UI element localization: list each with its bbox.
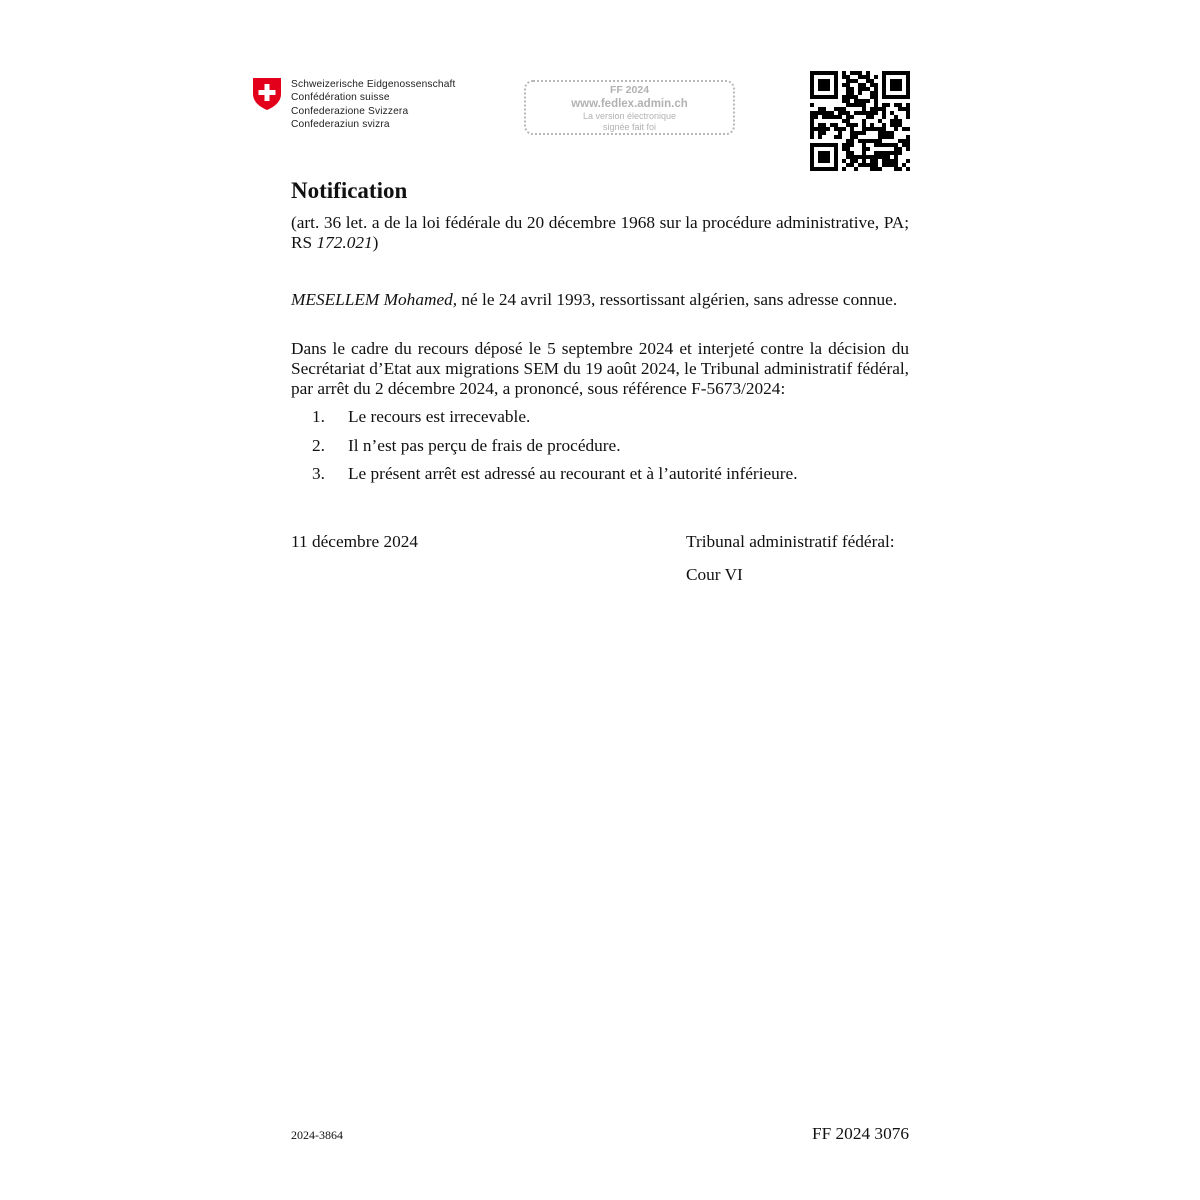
electronic-signature-stamp [524, 80, 735, 135]
list-item-number: 3. [312, 464, 325, 484]
swiss-cross-shield-icon [252, 77, 282, 111]
list-item [291, 436, 909, 465]
list-item-text: Il n’est pas perçu de frais de procédure. [348, 435, 621, 455]
legal-basis-close: ) [372, 233, 379, 252]
notification-date: 11 décembre 2024 [291, 532, 419, 551]
list-item-text: Le présent arrêt est adressé au recourant et à l’autorité inférieure. [348, 464, 798, 484]
confederation-name-block [291, 78, 456, 131]
legal-basis [291, 213, 909, 253]
signature-court: Cour VI [686, 565, 743, 584]
addressee-paragraph [291, 290, 909, 310]
list-item [291, 464, 909, 493]
confederation-name-it: Confederazione Svizzera [291, 105, 409, 117]
signature-authority: Tribunal administratif fédéral: [686, 532, 895, 551]
list-item-number: 1. [312, 407, 325, 426]
addressee-name: MESELLEM Mohamed, [291, 290, 458, 309]
qr-modules [810, 71, 910, 171]
confederation-name-rm: Confederaziun svizra [291, 118, 390, 130]
ruling-list [291, 407, 909, 493]
list-item [291, 407, 909, 436]
list-item-number: 2. [312, 435, 325, 455]
confederation-name-de: Schweizerische Eidgenossenschaft [291, 79, 456, 90]
footer-reference: FF 2024 3076 [812, 1124, 909, 1143]
confederation-name-fr: Confédération suisse [291, 92, 390, 104]
document-title: Notification [291, 178, 408, 203]
legal-basis-rs-number: 172.021 [316, 233, 373, 252]
stamp-note-line1: La version électronique [582, 111, 677, 121]
ruling-paragraph: Dans le cadre du recours déposé le 5 septembre 2024 et interjeté contre la décision du Secrétariat d’Etat aux migrations SEM du 19 août 2024, le Tribunal administratif fédéral, par arrêt du 2 décembre 2024, a prononcé, sous référence F-5673/2024: [291, 339, 909, 398]
legal-basis-text: (art. 36 let. a de la loi fédérale du 20 décembre 1968 sur la procédure administrative, PA; RS [291, 213, 909, 252]
qr-code-icon [810, 71, 910, 171]
stamp-website: www.fedlex.admin.ch [571, 98, 688, 110]
stamp-publication: FF 2024 [609, 84, 650, 96]
footer-document-id: 2024-3864 [291, 1128, 343, 1142]
addressee-details: né le 24 avril 1993, ressortissant algérien, sans adresse connue. [457, 290, 898, 309]
stamp-note-line2: signée fait foi [602, 122, 657, 132]
list-item-text: Le recours est irrecevable. [348, 407, 531, 426]
